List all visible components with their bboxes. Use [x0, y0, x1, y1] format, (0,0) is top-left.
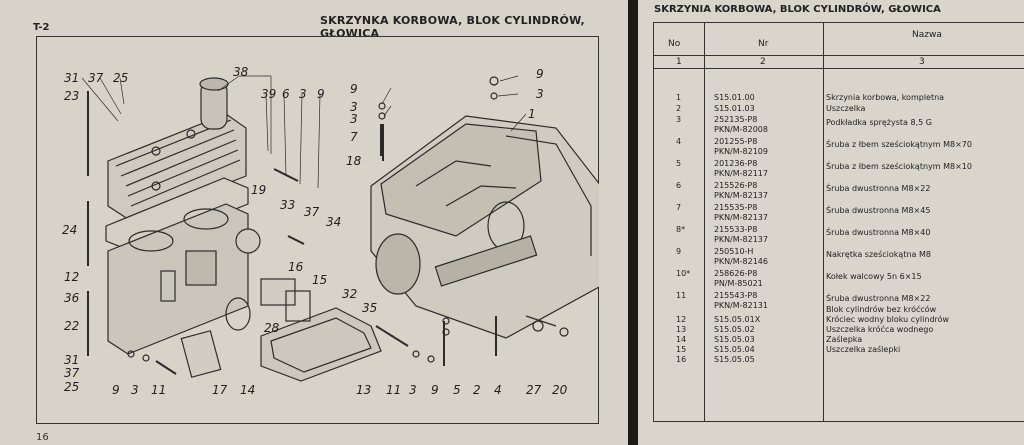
row-name: Śruba dwustronna M8×22 [826, 184, 931, 193]
callout: 6 [282, 87, 290, 101]
right-page-header: SKRZYNIA KORBOWA, BLOK CYLINDRÓW, GŁOWICA [654, 4, 941, 15]
row-standard: PKN/M-82146 [714, 257, 768, 266]
page-code: T-2 [33, 22, 50, 33]
callout: 17 [212, 383, 228, 397]
callout: 24 [62, 223, 78, 237]
callout: 3 [536, 87, 544, 101]
row-name: Skrzynia korbowa, kompletna [826, 93, 945, 102]
callout: 27 [526, 383, 542, 397]
callout: 38 [233, 65, 249, 79]
row-standard: PN/M-85021 [714, 279, 763, 288]
row-no: 4 [676, 137, 682, 146]
right-page [638, 0, 1024, 445]
callout: 3 [350, 112, 358, 126]
row-name: Nakrętka sześciokątna M8 [826, 250, 931, 259]
col-header-no: No [668, 39, 681, 49]
row-name: Podkładka sprężysta 8,5 G [826, 118, 932, 127]
row-standard: PKN/M-82131 [714, 301, 768, 310]
row-name: Króciec wodny bloku cylindrów [826, 315, 950, 324]
row-name: Śruba dwustronna M8×22 [826, 294, 931, 303]
exploded-view-drawing [36, 36, 599, 424]
row-name: Kołek walcowy 5n 6×15 [826, 272, 922, 281]
row-no: 5 [676, 159, 682, 168]
row-no: 6 [676, 181, 682, 190]
callout: 22 [64, 319, 80, 333]
row-no: 3 [676, 115, 682, 124]
callout: 31 [64, 353, 80, 367]
row-nr: 258626-P8 [714, 269, 758, 278]
row-no: 15 [676, 345, 687, 354]
callout: 7 [350, 130, 358, 144]
callout: 19 [251, 183, 267, 197]
row-name: Blok cylindrów bez króćców [826, 305, 937, 314]
col-number: 3 [919, 57, 925, 67]
callout: 9 [112, 383, 120, 397]
row-no: 13 [676, 325, 687, 334]
row-standard: PKN/M-82117 [714, 169, 768, 178]
callout: 39 [261, 87, 277, 101]
row-nr: S15.05.02 [714, 325, 755, 334]
row-name: Śruba dwustronna M8×45 [826, 206, 931, 215]
left-page-header: SKRZYNKA KORBOWA, BLOK CYLINDRÓW, GŁOWICA [320, 14, 585, 40]
row-no: 7 [676, 203, 682, 212]
row-name: Uszczelka króćca wodnego [826, 325, 934, 334]
callout: 2 [473, 383, 481, 397]
callout: 34 [326, 215, 342, 229]
row-name: Uszczelka [826, 104, 866, 113]
row-name: Śruba z łbem sześciokątnym M8×70 [826, 140, 972, 149]
callout: 3 [409, 383, 417, 397]
col-header-name: Nazwa [912, 30, 942, 40]
book-gutter [628, 0, 638, 445]
callout: 9 [431, 383, 439, 397]
page-number: 16 [36, 432, 49, 443]
callout: 18 [346, 154, 362, 168]
row-nr: S15.05.01X [714, 315, 761, 324]
row-no: 1 [676, 93, 682, 102]
callout: 4 [494, 383, 502, 397]
callout: 16 [288, 260, 304, 274]
callout: 15 [312, 273, 328, 287]
row-standard: PKN/M-82137 [714, 191, 768, 200]
row-nr: 215526-P8 [714, 181, 758, 190]
callout: 32 [342, 287, 358, 301]
col-number: 1 [676, 57, 682, 67]
callout: 36 [64, 291, 80, 305]
callout: 33 [280, 198, 296, 212]
row-no: 8* [676, 225, 686, 234]
callout: 11 [386, 383, 402, 397]
row-no: 11 [676, 291, 687, 300]
callout: 13 [356, 383, 372, 397]
row-name: Śruba z łbem sześciokątnym M8×10 [826, 162, 972, 171]
row-nr: 215535-P8 [714, 203, 758, 212]
row-no: 2 [676, 104, 682, 113]
row-name: Śruba dwustronna M8×40 [826, 228, 931, 237]
callout: 37 [88, 71, 104, 85]
row-nr: 201236-P8 [714, 159, 758, 168]
callout: 25 [113, 71, 129, 85]
callout: 20 [552, 383, 568, 397]
col-header-nr: Nr [758, 39, 769, 49]
row-no: 12 [676, 315, 687, 324]
row-nr: 250510-H [714, 247, 754, 256]
row-name: Zaślepka [826, 335, 863, 344]
row-no: 9 [676, 247, 682, 256]
row-nr: 201255-P8 [714, 137, 758, 146]
row-standard: PKN/M-82008 [714, 125, 768, 134]
callout: 3 [299, 87, 307, 101]
callout: 12 [64, 270, 80, 284]
callout: 28 [264, 321, 280, 335]
callout: 14 [240, 383, 256, 397]
callout: 3 [350, 100, 358, 114]
row-nr: 252135-P8 [714, 115, 758, 124]
callout: 31 [64, 71, 80, 85]
callout: 9 [536, 67, 544, 81]
crankcase-drawing [371, 116, 599, 338]
row-standard: PKN/M-82109 [714, 147, 768, 156]
row-standard: PKN/M-82137 [714, 213, 768, 222]
callout: 35 [362, 301, 378, 315]
callout: 37 [64, 366, 80, 380]
callout: 9 [317, 87, 325, 101]
row-nr: 215533-P8 [714, 225, 758, 234]
row-name: Uszczelka zaślepki [826, 345, 901, 354]
row-no: 14 [676, 335, 687, 344]
row-nr: S15.01.00 [714, 93, 755, 102]
row-nr: S15.05.03 [714, 335, 755, 344]
row-no: 16 [676, 355, 687, 364]
row-nr: S15.01.03 [714, 104, 755, 113]
parts-table [653, 22, 1024, 422]
callout: 25 [64, 380, 80, 394]
row-nr: S15.05.04 [714, 345, 755, 354]
row-nr: S15.05.05 [714, 355, 755, 364]
callout: 9 [350, 82, 358, 96]
callout: 5 [453, 383, 461, 397]
callout: 23 [64, 89, 80, 103]
row-no: 10* [676, 269, 691, 278]
callout: 1 [528, 107, 536, 121]
callout: 37 [304, 205, 320, 219]
row-standard: PKN/M-82137 [714, 235, 768, 244]
col-number: 2 [760, 57, 766, 67]
callout: 11 [151, 383, 167, 397]
row-nr: 215543-P8 [714, 291, 758, 300]
callout: 3 [131, 383, 139, 397]
